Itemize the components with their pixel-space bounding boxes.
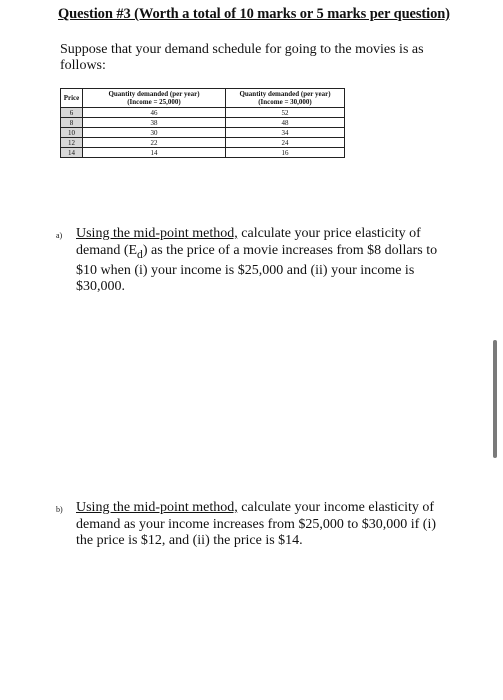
table-row bbox=[61, 108, 345, 118]
question-a-label: a) bbox=[56, 231, 63, 240]
table-row bbox=[61, 138, 345, 148]
q2-header-line1: Quantity demanded (per year) bbox=[239, 90, 331, 98]
question-b-label: b) bbox=[56, 505, 63, 514]
quantity-25000-cell: 22 bbox=[83, 138, 226, 148]
question-a-text-1: calculate your price elasticity of demand (E bbox=[76, 226, 421, 258]
quantity-30000-cell: 34 bbox=[226, 128, 345, 138]
price-header: Price bbox=[61, 89, 83, 108]
quantity-30000-cell: 24 bbox=[226, 138, 345, 148]
price-cell: 8 bbox=[61, 118, 83, 128]
quantity-income-25000-header bbox=[83, 89, 226, 108]
price-cell: 14 bbox=[61, 148, 83, 158]
q1-header-line1: Quantity demanded (per year) bbox=[108, 90, 200, 98]
q1-header-line2: (Income = 25,000) bbox=[127, 98, 181, 106]
question-b-method: Using the mid-point method, bbox=[76, 500, 238, 515]
question-b bbox=[56, 500, 447, 550]
quantity-25000-cell: 38 bbox=[83, 118, 226, 128]
price-cell: 6 bbox=[61, 108, 83, 118]
table-header-row bbox=[61, 89, 345, 108]
price-cell: 10 bbox=[61, 128, 83, 138]
question-a-text-2: ) as the price of a movie increases from $8 dollars to $10 when (i) your income is $25,000 and (ii) your income is $30,000. bbox=[76, 242, 438, 295]
question-a bbox=[56, 226, 447, 296]
quantity-30000-cell: 16 bbox=[226, 148, 345, 158]
vertical-scrollbar[interactable] bbox=[493, 340, 497, 458]
table-row bbox=[61, 128, 345, 138]
question-a-subscript: d bbox=[137, 247, 143, 261]
quantity-30000-cell: 48 bbox=[226, 118, 345, 128]
price-cell: 12 bbox=[61, 138, 83, 148]
q2-header-line2: (Income = 30,000) bbox=[258, 98, 312, 106]
question-b-text: calculate your income elasticity of demand as your income increases from $25,000 to $30,000 if (i) the price is $12, and (ii) the price is $14. bbox=[76, 500, 437, 548]
table-row bbox=[61, 148, 345, 158]
intro-text: Suppose that your demand schedule for going to the movies is as follows: bbox=[60, 42, 424, 73]
quantity-25000-cell: 14 bbox=[83, 148, 226, 158]
question-a-body bbox=[62, 226, 447, 296]
demand-schedule-table bbox=[60, 88, 345, 158]
quantity-30000-cell: 52 bbox=[226, 108, 345, 118]
question-heading: Question #3 (Worth a total of 10 marks or 5 marks per question) bbox=[58, 6, 450, 22]
question-b-body bbox=[62, 500, 447, 550]
quantity-25000-cell: 30 bbox=[83, 128, 226, 138]
table-row bbox=[61, 118, 345, 128]
question-a-method: Using the mid-point method, bbox=[76, 226, 238, 241]
quantity-25000-cell: 46 bbox=[83, 108, 226, 118]
quantity-income-30000-header bbox=[226, 89, 345, 108]
